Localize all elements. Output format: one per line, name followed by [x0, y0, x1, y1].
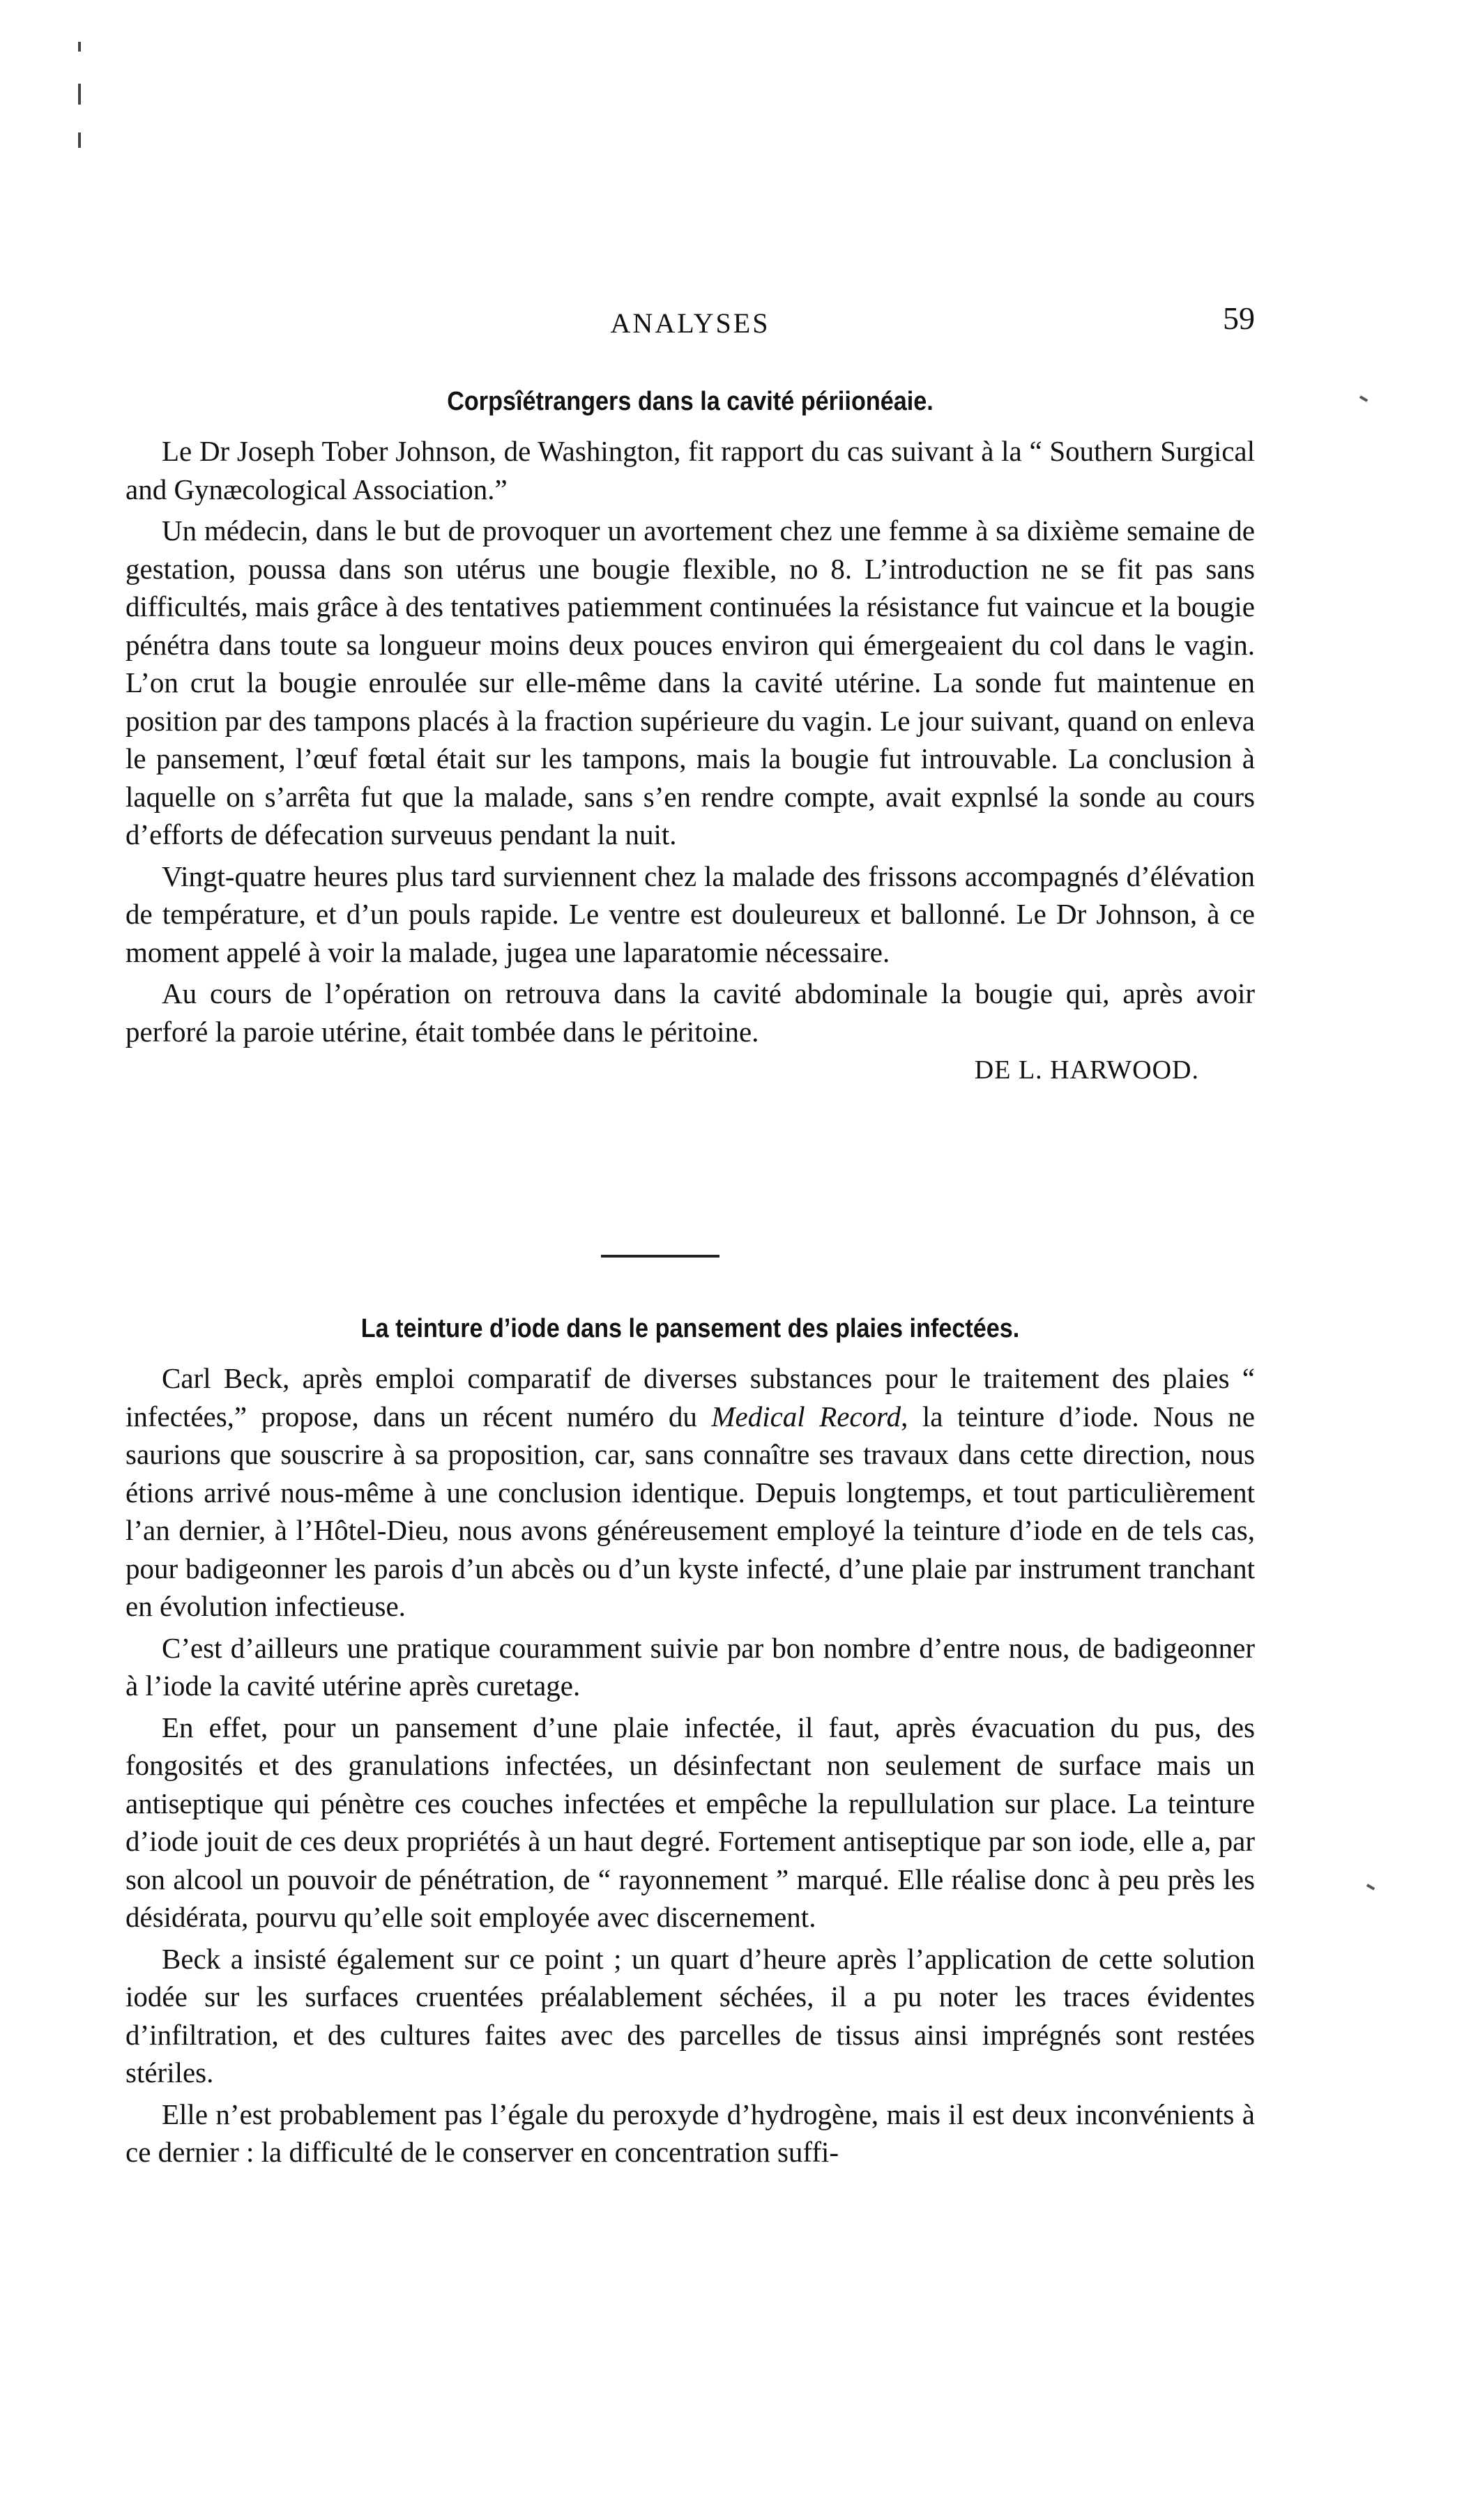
- paragraph: Le Dr Joseph Tober Johnson, de Washington, fit rapport du cas suivant à la “ Southern Surgical and Gynæcological Association.”: [125, 435, 1255, 505]
- paragraph: Vingt-quatre heures plus tard surviennent chez la malade des frissons accompagnés d’élévation de température, et d’un pouls rapide. Le ventre est douleureux et ballonné. Le Dr Johnson, à ce moment appelé à voir la malade, jugea une laparatomie nécessaire.: [125, 860, 1255, 968]
- article-foreign-bodies: [125, 387, 1255, 1085]
- paragraph: Carl Beck, après emploi comparatif de diverses substances pour le traitement des plaies “ infectées,” propose, dans un récent numéro du Medical Record, la teinture d’iode. Nous ne saurions que souscrire à sa proposition, car, sans connaître ses travaux dans cette direction, nous étions arrivé nous-même à une conclusion identique. Depuis longtemps, et tout particulièrement l’an dernier, à l’Hôtel-Dieu, nous avons généreusement employé la teinture d’iode en de tels cas, pour badigeonner les parois d’un abcès ou d’un kyste infecté, d’une plaie par instrument tranchant en évolution infectieuse.: [125, 1362, 1255, 1622]
- section-divider: [601, 1255, 719, 1258]
- author-signature: DE L. HARWOOD.: [974, 1055, 1199, 1085]
- paragraph: C’est d’ailleurs une pratique couramment suivie par bon nombre d’entre nous, de badigeonner à l’iode la cavité utérine après curetage.: [125, 1631, 1255, 1702]
- paragraph: Au cours de l’opération on retrouva dans la cavité abdominale la bougie qui, après avoir perforé la paroie utérine, était tombée dans le péritoine.: [125, 977, 1255, 1048]
- margin-mark: [1359, 395, 1368, 402]
- article-iodine-tincture: [125, 1314, 1255, 2175]
- margin-specks: [78, 42, 82, 181]
- speck: [78, 132, 81, 148]
- section-title: La teinture d’iode dans le pansement des plaies infectées.: [360, 1314, 1020, 1343]
- running-head: ANALYSES: [610, 307, 770, 339]
- paragraph: En effet, pour un pansement d’une plaie infectée, il faut, après évacuation du pus, des fongosités et des granulations infectées, un désinfectant non seulement de surface mais un antiseptique qui pénètre ces couches infectées et empêche la repullulation sur place. La teinture d’iode jouit de ces deux propriétés à un haut degré. Fortement antiseptique par son iode, elle a, par son alcool un pouvoir de pénétration, de “ rayonnement ” marqué. Elle réalise donc à peu près les désidérata, pourvu qu’elle soit employée avec discernement.: [125, 1711, 1255, 1933]
- journal-title: Medical Record: [711, 1400, 901, 1433]
- speck: [78, 84, 81, 105]
- page-number: 59: [1223, 300, 1255, 336]
- section-title: Corpsîétrangers dans la cavité périionéaie.: [447, 387, 934, 416]
- margin-mark: [1366, 1884, 1375, 1890]
- speck: [78, 42, 81, 52]
- paragraph: Elle n’est probablement pas l’égale du peroxyde d’hydrogène, mais il est deux inconvénients à ce dernier : la difficulté de le conserver en concentration suffi-: [125, 2098, 1255, 2168]
- page-header: [125, 300, 1255, 349]
- paragraph: Beck a insisté également sur ce point ; un quart d’heure après l’application de cette solution iodée sur les surfaces cruentées préalablement séchées, il a pu noter les traces évidentes d’infiltration, et des cultures faites avec des parcelles de tissus ainsi imprégnés sont restées stériles.: [125, 1942, 1255, 2088]
- paragraph: Un médecin, dans le but de provoquer un avortement chez une femme à sa dixième semaine de gestation, poussa dans son utérus une bougie flexible, no 8. L’introduction ne se fit pas sans difficultés, mais grâce à des tentatives patiemment continuées la résistance fut vaincue et la bougie pénétra dans toute sa longueur moins deux pouces environ qui émergeaient du col dans le vagin. L’on crut la bougie enroulée sur elle-même dans la cavité utérine. La sonde fut maintenue en position par des tampons placés à la fraction supérieure du vagin. Le jour suivant, quand on enleva le pansement, l’œuf fœtal était sur les tampons, mais la bougie fut introuvable. La conclusion à laquelle on s’arrêta fut que la malade, sans s’en rendre compte, avait expnlsé la sonde au cours d’efforts de défecation surveuus pendant la nuit.: [125, 514, 1255, 850]
